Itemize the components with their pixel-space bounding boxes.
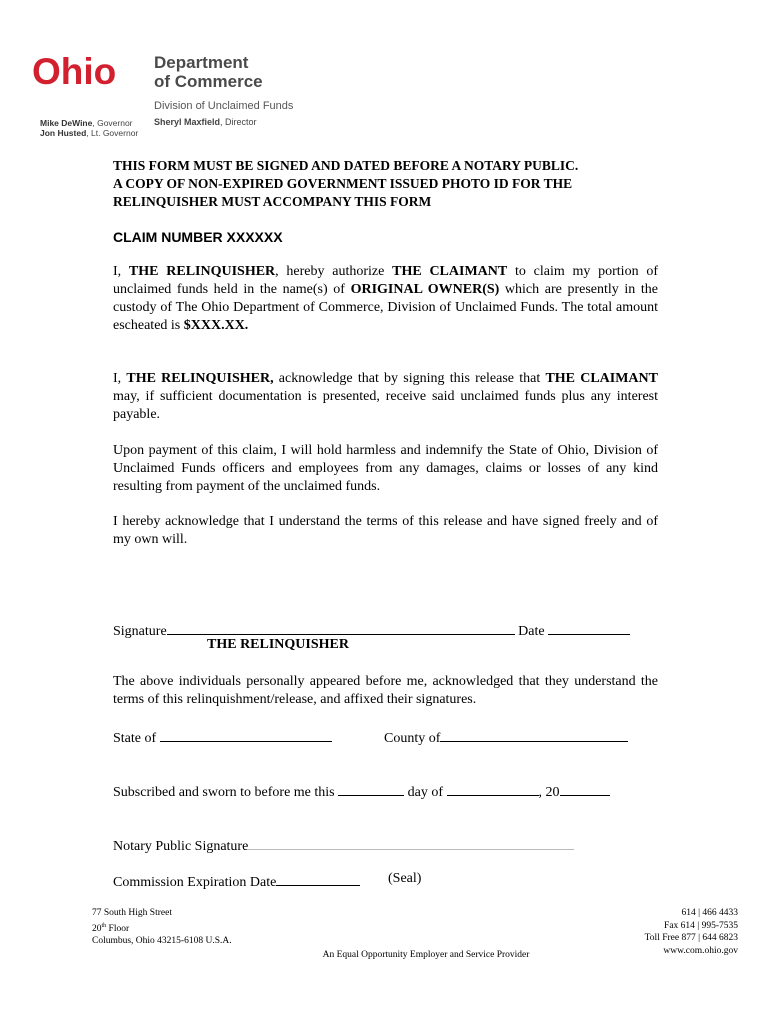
footer-address [92,907,232,948]
commission-label: Commission Expiration Date [113,875,277,890]
signature-row [113,620,630,640]
notary-signature-field[interactable] [248,835,574,850]
state-label: State of [113,731,160,746]
notary-signature-row [113,835,574,855]
subscribed-row: Subscribed and sworn to before me this day of , 20 [113,781,610,801]
day-field[interactable] [338,781,404,796]
county-row [384,727,628,747]
acknowledgement-paragraph: I, THE RELINQUISHER, acknowledge that by signing this release that THE CLAIMANT may, if sufficient documentation is presented, receive said unclaimed funds plus any interest payable. [113,371,658,422]
address-street: 77 South High Street [92,908,172,918]
notice-line-2: A COPY OF NON-EXPIRED GOVERNMENT ISSUED PHOTO ID FOR THE [113,176,573,191]
state-row [113,727,332,747]
department-subtitle: of Commerce [154,72,263,91]
county-label: County of [384,731,441,746]
indemnity-paragraph: Upon payment of this claim, I will hold harmless and indemnify the State of Ohio, Division of Unclaimed Funds officers and employees from any damages, claims or losses of any kind resulting from payment of the unclaimed funds. [113,443,658,494]
director-line [154,117,257,127]
free-will-paragraph: I hereby acknowledge that I understand the terms of this release and have signed freely and of my own will. [113,514,658,547]
county-field[interactable] [440,727,628,742]
address-floor: 20th Floor [92,922,130,934]
address-city: Columbus, Ohio 43215-6108 U.S.A. [92,936,232,947]
footer-contact [645,907,738,957]
claimant-term: THE CLAIMANT [392,264,508,279]
state-field[interactable] [160,727,332,742]
commission-row [113,871,360,891]
footer-tagline: An Equal Opportunity Employer and Service Provider [322,950,530,960]
notice-line-3: RELINQUISHER MUST ACCOMPANY THIS FORM [113,194,432,209]
lt-governor-name: Jon Husted [40,128,87,138]
governor-line [40,118,133,128]
ohio-logo [30,50,135,90]
amount-escheated: $XXX.XX. [183,318,249,333]
director-name: Sheryl Maxfield [154,117,221,127]
phone-number: 614 | 466 4433 [681,908,738,918]
signature-label: Signature [113,624,167,639]
seal-label: (Seal) [388,871,422,886]
notice-line-1: THIS FORM MUST BE SIGNED AND DATED BEFORE A NOTARY PUBLIC. [113,158,579,173]
relinquisher-term: THE RELINQUISHER [128,264,276,279]
governor-title: , Governor [92,118,133,128]
division-name: Division of Unclaimed Funds [154,100,294,112]
toll-free-number: Toll Free 877 | 644 6823 [644,933,738,943]
year-field[interactable] [560,781,610,796]
notary-notice [113,157,673,211]
date-label: Date [514,624,549,639]
ohio-logo-text: Ohio [32,51,117,90]
director-title: , Director [220,117,257,127]
commission-date-field[interactable] [276,871,360,886]
relinquisher-role-label: THE RELINQUISHER [207,637,349,652]
lt-governor-title: , Lt. Governor [86,128,139,138]
month-field[interactable] [447,781,539,796]
authorization-paragraph: I, THE RELINQUISHER, hereby authorize THE CLAIMANT to claim my portion of unclaimed funds held in the name(s) of ORIGINAL OWNER(S) which are presently in the custody of The Ohio Department of Commerce, Division of Unclaimed Funds. The total amount escheated is $XXX.XX. [113,264,658,333]
claim-number: CLAIM NUMBER XXXXXX [113,229,283,245]
notary-signature-label: Notary Public Signature [113,839,249,854]
date-field[interactable] [548,620,630,635]
governor-name: Mike DeWine [40,118,93,128]
lt-governor-line [40,128,138,138]
department-title: Department [154,53,249,72]
original-owner-term: ORIGINAL OWNER(S) [350,282,500,297]
notary-statement: The above individuals personally appeared before me, acknowledged that they understand the terms of this relinquishment/release, and affixed their signatures. [113,674,658,707]
signature-field[interactable] [167,620,515,635]
website-link[interactable]: www.com.ohio.gov [663,945,738,956]
fax-number: Fax 614 | 995-7535 [664,920,738,931]
